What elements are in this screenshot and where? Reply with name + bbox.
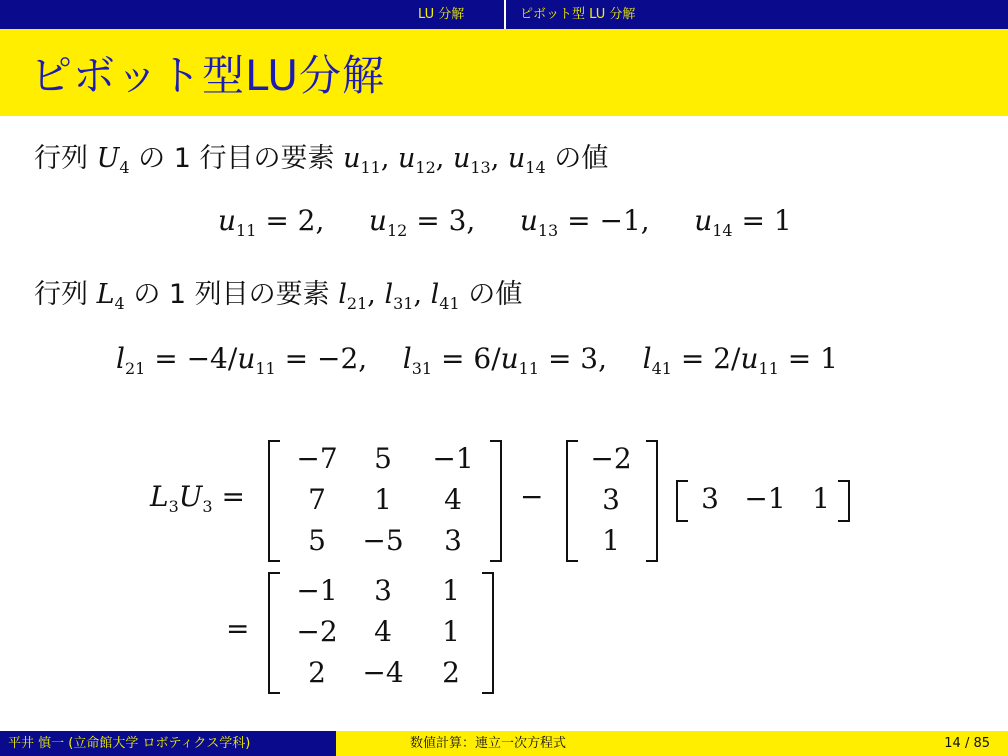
subscript-11: 11 (360, 158, 381, 177)
lhs-l3u3 (150, 480, 245, 516)
symbol-l31: l (384, 279, 394, 310)
nav-section-lu[interactable]: LU 分解 (418, 7, 465, 22)
eq2-l41-u-sub: 11 (758, 359, 779, 378)
footer-course-title: 数値計算：連立一次方程式 (410, 736, 567, 751)
subscript-31: 31 (393, 294, 414, 313)
matrix-a-cell: −5 (362, 524, 404, 557)
symbol-u12: u (398, 143, 416, 174)
matrix-result-cell: 2 (308, 656, 326, 689)
equation-u-values (218, 204, 792, 240)
slide-title: ピボット型LU分解 (30, 51, 386, 100)
symbol-u14: u (507, 143, 526, 174)
matrix-result (284, 570, 486, 693)
matrix-result-cell: 1 (442, 615, 460, 648)
matrix-a-cell: −7 (296, 442, 338, 475)
footer (0, 731, 1008, 756)
subscript-12: 12 (415, 158, 436, 177)
subscript-14: 14 (525, 158, 546, 177)
matrix-result-cell: 1 (442, 574, 460, 607)
label-first-column-elements: の 1 列目の要素 (133, 279, 330, 310)
row-c-left-bracket (676, 480, 688, 522)
matrix-a-cell: 4 (444, 483, 462, 516)
eq2-l31-result: = 3, (547, 342, 608, 375)
lhs-u-symbol: U (178, 480, 203, 513)
row-c-right-bracket (838, 480, 850, 522)
equation-l-values (116, 342, 838, 378)
subscript-41: 41 (439, 294, 460, 313)
subscript-13: 13 (470, 158, 491, 177)
vector-b-left-bracket (566, 440, 578, 562)
nav-separator (504, 0, 506, 29)
eq2-l31-symbol: l (402, 342, 412, 375)
symbol-u13: u (452, 143, 471, 174)
matrix-result-cell: 3 (374, 574, 392, 607)
label-value: の値 (554, 143, 609, 174)
eq2-l21-u-sub: 11 (255, 359, 276, 378)
eq1-u13-value: = −1, (567, 204, 650, 237)
eq1-u14-symbol: u (694, 204, 713, 237)
matrix-a-cell: 7 (308, 483, 326, 516)
nav-subsection-pivot-lu[interactable]: ピボット型 LU 分解 (520, 7, 636, 22)
symbol-l41: l (430, 279, 440, 310)
footer-right (336, 731, 1008, 756)
footer-page-number: 14 / 85 (944, 736, 990, 751)
matrix-a (284, 438, 490, 561)
row-c-cell: 3 (701, 482, 719, 515)
eq2-l31-u: u (500, 342, 519, 375)
matrix-result-cell: 4 (374, 615, 392, 648)
eq2-l21-symbol: l (116, 342, 125, 375)
eq1-u12-sub: 12 (386, 221, 408, 240)
eq2-l41-symbol: l (642, 342, 652, 375)
eq1-u13-sub: 13 (537, 221, 559, 240)
label-matrix-2: 行列 (34, 279, 88, 310)
eq1-u12-symbol: u (368, 204, 387, 237)
matrix-result-cell: −4 (362, 656, 404, 689)
matrix-a-cell: 3 (444, 524, 462, 557)
matrix-result-cell: 2 (442, 656, 460, 689)
row-c-cell: −1 (744, 482, 786, 515)
lhs-l-symbol: L (150, 480, 169, 513)
symbol-l: L (96, 279, 115, 310)
label-first-row-elements: の 1 行目の要素 (138, 143, 335, 174)
matrix-a-right-bracket (490, 440, 502, 562)
symbol-u: U (96, 143, 120, 174)
eq2-l41-expr: = 2/ (680, 342, 741, 375)
footer-author: 平井 慎一 (立命館大学 ロボティクス学科) (0, 731, 336, 756)
eq1-u12-value: = 3, (416, 204, 476, 237)
minus-sign: − (520, 480, 544, 513)
matrix-result-left-bracket (268, 572, 280, 694)
vector-b (582, 438, 640, 561)
eq1-u14-sub: 14 (712, 221, 733, 240)
eq1-u11-symbol: u (218, 204, 237, 237)
subscript-21: 21 (346, 294, 368, 313)
eq1-u14-value: = 1 (741, 204, 792, 237)
eq2-l41-sub: 41 (651, 359, 672, 378)
matrix-a-left-bracket (268, 440, 280, 562)
eq1-u11-value: = 2, (265, 204, 325, 237)
vector-b-cell: 3 (602, 483, 620, 516)
subscript-4-l: 4 (114, 294, 125, 313)
eq2-l21-expr: = −4/ (154, 342, 238, 375)
row-vector-c (690, 478, 842, 519)
text-line-u4-first-row: 行列 $U_4$ の 1 行目の要素 $u_{11}$, $u_{12}$, $u_{13}$, $u_{14}$ の値 (34, 143, 609, 177)
label-matrix: 行列 (34, 143, 88, 174)
subscript-4: 4 (119, 158, 130, 177)
matrix-a-cell: 5 (374, 442, 392, 475)
matrix-result-cell: −2 (296, 615, 338, 648)
eq1-u13-symbol: u (519, 204, 538, 237)
eq2-l21-u: u (237, 342, 256, 375)
matrix-result-cell: −1 (296, 574, 338, 607)
eq2-l41-u: u (740, 342, 759, 375)
matrix-result-right-bracket (482, 572, 494, 694)
lhs-equals: = (221, 480, 245, 513)
symbol-l21: l (338, 279, 347, 310)
matrix-a-cell: 1 (374, 483, 392, 516)
lhs-u-sub: 3 (202, 497, 213, 516)
vector-b-cell: −2 (590, 442, 632, 475)
eq1-u11-sub: 11 (236, 221, 257, 240)
symbol-u11: u (343, 143, 361, 174)
vector-b-cell: 1 (602, 524, 620, 557)
result-equals: = (226, 612, 250, 645)
text-line-l4-first-column: 行列 $L_4$ の 1 列目の要素 $l_{21}$, $l_{31}$, $l_{41}$ の値 (34, 279, 523, 313)
eq2-l31-u-sub: 11 (518, 359, 540, 378)
eq2-l31-expr: = 6/ (441, 342, 501, 375)
eq2-l21-sub: 21 (124, 359, 146, 378)
matrix-a-cell: 5 (308, 524, 326, 557)
eq2-l41-result: = 1 (787, 342, 838, 375)
lhs-l-sub: 3 (168, 497, 179, 516)
vector-b-right-bracket (646, 440, 658, 562)
eq2-l21-result: = −2, (284, 342, 368, 375)
row-c-cell: 1 (812, 482, 830, 515)
label-value-2: の値 (468, 279, 523, 310)
matrix-a-cell: −1 (432, 442, 474, 475)
eq2-l31-sub: 31 (411, 359, 433, 378)
